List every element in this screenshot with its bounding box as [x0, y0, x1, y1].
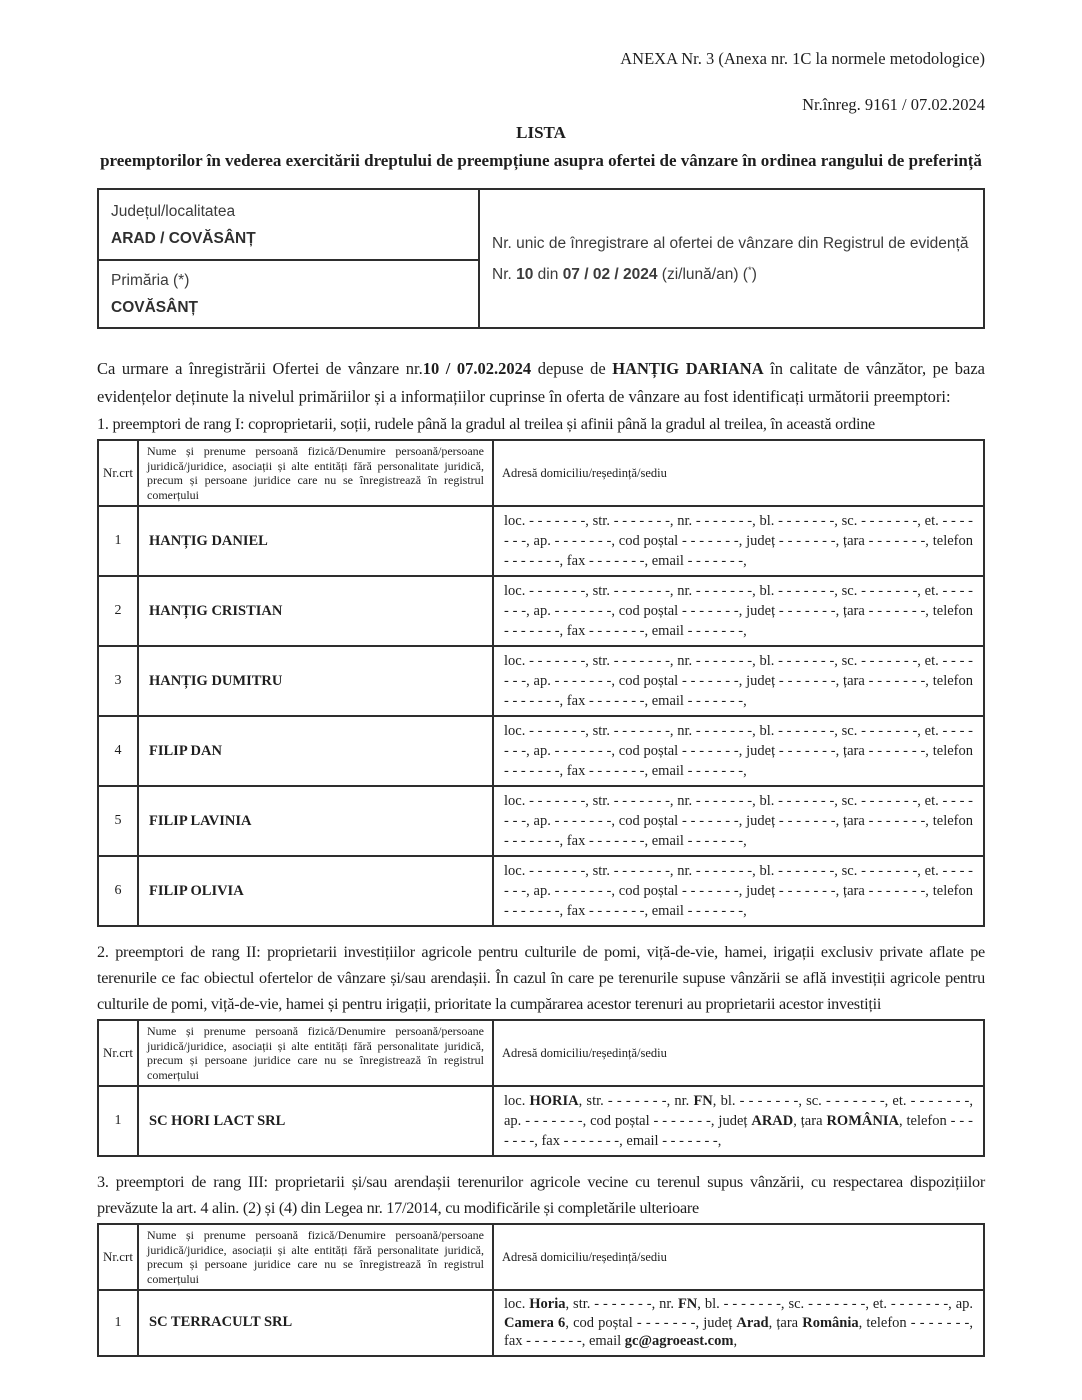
address-cell: loc. - - - - - - -, str. - - - - - - -, nr. - - - - - - -, bl. - - - - - - -, sc. - - - - - - -, et. - - - - - - -, ap. - - - - - - -, cod poștal - - - - - - -, județ - - - - - - -, țara - - - - - - -, telefon - - - - - - -, fax - - - - - - -, email - - - - - - -,	[493, 786, 984, 856]
table-row	[98, 1086, 984, 1156]
table-row	[98, 856, 984, 926]
address-cell: loc. HORIA, str. - - - - - - -, nr. FN, bl. - - - - - - -, sc. - - - - - - -, et. - - - - - - -, ap. - - - - - - -, cod poștal - - - - - - -, județ ARAD, țara ROMÂNIA, telefon - - - - - - -, fax - - - - - - -, email - - - - - - -,	[493, 1086, 984, 1156]
table-row	[98, 646, 984, 716]
table-row	[98, 1290, 984, 1356]
document-title: LISTA	[516, 123, 566, 142]
county-value: ARAD / COVĂSÂNȚ	[111, 229, 256, 247]
col-header-name: Nume și prenume persoană fizică/Denumire persoană/persoane juridică/juridice, asociații și alte entități fără personalitate juridică, precum și persoane juridice care nu se înregistrează în registrul comerțului	[138, 1224, 493, 1290]
name-cell: FILIP DAN	[138, 716, 493, 786]
address-cell: loc. - - - - - - -, str. - - - - - - -, nr. - - - - - - -, bl. - - - - - - -, sc. - - - - - - -, et. - - - - - - -, ap. - - - - - - -, cod poștal - - - - - - -, județ - - - - - - -, țara - - - - - - -, telefon - - - - - - -, fax - - - - - - -, email - - - - - - -,	[493, 506, 984, 576]
table-row	[98, 786, 984, 856]
col-header-name: Nume și prenume persoană fizică/Denumire persoană/persoane juridică/juridice, asociații și alte entități fără personalitate juridică, precum și persoane juridice care nu se înregistrează în registrul comerțului	[138, 440, 493, 506]
row-number-cell: 5	[98, 786, 138, 856]
row-number-cell: 1	[98, 1290, 138, 1356]
name-cell: HANȚIG CRISTIAN	[138, 576, 493, 646]
row-number-cell: 3	[98, 646, 138, 716]
rank3-table	[97, 1223, 985, 1357]
row-number-cell: 1	[98, 506, 138, 576]
name-cell: SC HORI LACT SRL	[138, 1086, 493, 1156]
name-cell: HANȚIG DUMITRU	[138, 646, 493, 716]
registration-number-line: Nr.înreg. 9161 / 07.02.2024	[802, 95, 985, 114]
address-cell: loc. - - - - - - -, str. - - - - - - -, nr. - - - - - - -, bl. - - - - - - -, sc. - - - - - - -, et. - - - - - - -, ap. - - - - - - -, cod poștal - - - - - - -, județ - - - - - - -, țara - - - - - - -, telefon - - - - - - -, fax - - - - - - -, email - - - - - - -,	[493, 716, 984, 786]
name-cell: FILIP LAVINIA	[138, 786, 493, 856]
table-row	[98, 506, 984, 576]
county-cell	[98, 189, 479, 260]
row-number-cell: 4	[98, 716, 138, 786]
name-cell: SC TERRACULT SRL	[138, 1290, 493, 1356]
col-header-address: Adresă domiciliu/reședință/sediu	[493, 1020, 984, 1086]
rank2-heading: 2. preemptori de rang II: proprietarii investițiilor agricole pentru culturile de pomi, viță-de-vie, hamei, irigații exclusiv private aflate pe terenurile ce fac obiectul ofertelor de vânzare și/sau arendașii. În cazul în care pe terenurile supuse vânzării se află investiții agricole pentru culturile de pomi, viță-de-vie, hamei și pentru irigații, prioritate la cumpărarea acestor terenuri au proprietarii acestor investiții	[97, 943, 985, 1013]
table-row	[98, 576, 984, 646]
col-header-name: Nume și prenume persoană fizică/Denumire persoană/persoane juridică/juridice, asociații și alte entități fără personalitate juridică, precum și persoane juridice care nu se înregistrează în registrul comerțului	[138, 1020, 493, 1086]
address-cell: loc. - - - - - - -, str. - - - - - - -, nr. - - - - - - -, bl. - - - - - - -, sc. - - - - - - -, et. - - - - - - -, ap. - - - - - - -, cod poștal - - - - - - -, județ - - - - - - -, țara - - - - - - -, telefon - - - - - - -, fax - - - - - - -, email - - - - - - -,	[493, 856, 984, 926]
col-header-nr: Nr.crt	[98, 1224, 138, 1290]
address-cell: loc. - - - - - - -, str. - - - - - - -, nr. - - - - - - -, bl. - - - - - - -, sc. - - - - - - -, et. - - - - - - -, ap. - - - - - - -, cod poștal - - - - - - -, județ - - - - - - -, țara - - - - - - -, telefon - - - - - - -, fax - - - - - - -, email - - - - - - -,	[493, 576, 984, 646]
table-header-row	[98, 1020, 984, 1086]
intro-paragraph: Ca urmare a înregistrării Ofertei de vânzare nr.10 / 07.02.2024 depuse de HANȚIG DARIANA în calitate de vânzător, pe baza evidențelor deținute la nivelul primăriilor și a informațiilor cuprinse în oferta de vânzare au fost identificați următorii preemptori:	[97, 359, 985, 406]
address-cell: loc. - - - - - - -, str. - - - - - - -, nr. - - - - - - -, bl. - - - - - - -, sc. - - - - - - -, et. - - - - - - -, ap. - - - - - - -, cod poștal - - - - - - -, județ - - - - - - -, țara - - - - - - -, telefon - - - - - - -, fax - - - - - - -, email - - - - - - -,	[493, 646, 984, 716]
header-info-table	[97, 188, 985, 329]
rank1-table	[97, 439, 985, 927]
document-subtitle: preemptorilor în vederea exercitării dreptului de preempțiune asupra ofertei de vânzare în ordinea rangului de preferință	[100, 151, 982, 170]
table-header-row	[98, 1224, 984, 1290]
cityhall-cell	[98, 260, 479, 328]
offer-registration-number: Nr. 10 din 07 / 02 / 2024 (zi/lună/an) (*)	[492, 264, 757, 283]
table-row	[98, 716, 984, 786]
annex-note: ANEXA Nr. 3 (Anexa nr. 1C la normele metodologice)	[620, 49, 985, 68]
name-cell: FILIP OLIVIA	[138, 856, 493, 926]
col-header-address: Adresă domiciliu/reședință/sediu	[493, 1224, 984, 1290]
name-cell: HANȚIG DANIEL	[138, 506, 493, 576]
row-number-cell: 6	[98, 856, 138, 926]
rank3-heading: 3. preemptori de rang III: proprietarii și/sau arendașii terenurilor agricole vecine cu terenul supus vânzării, cu respectarea dispozițiilor prevăzute la art. 4 alin. (2) și (4) din Legea nr. 17/2014, cu modificările și completările ulterioare	[97, 1173, 985, 1217]
county-label: Județul/localitatea	[111, 202, 236, 220]
row-number-cell: 1	[98, 1086, 138, 1156]
table-header-row	[98, 440, 984, 506]
unique-registration-label: Nr. unic de înregistrare al ofertei de vânzare din Registrul de evidență	[492, 234, 969, 252]
col-header-address: Adresă domiciliu/reședință/sediu	[493, 440, 984, 506]
unique-registration-cell	[479, 189, 984, 328]
cityhall-label: Primăria (*)	[111, 272, 190, 289]
col-header-nr: Nr.crt	[98, 1020, 138, 1086]
rank2-table	[97, 1019, 985, 1157]
col-header-nr: Nr.crt	[98, 440, 138, 506]
row-number-cell: 2	[98, 576, 138, 646]
address-cell: loc. Horia, str. - - - - - - -, nr. FN, bl. - - - - - - -, sc. - - - - - - -, et. - - - - - - -, ap. Camera 6, cod poștal - - - - - - -, județ Arad, țara România, telefon - - - - - - -, fax - - - - - - -, email gc@agroeast.com,	[493, 1290, 984, 1356]
cityhall-value: COVĂSÂNȚ	[111, 299, 198, 316]
rank1-heading: 1. preemptori de rang I: coproprietarii, soții, rudele până la gradul al treilea și afinii până la gradul al treilea, în această ordine	[97, 415, 875, 433]
